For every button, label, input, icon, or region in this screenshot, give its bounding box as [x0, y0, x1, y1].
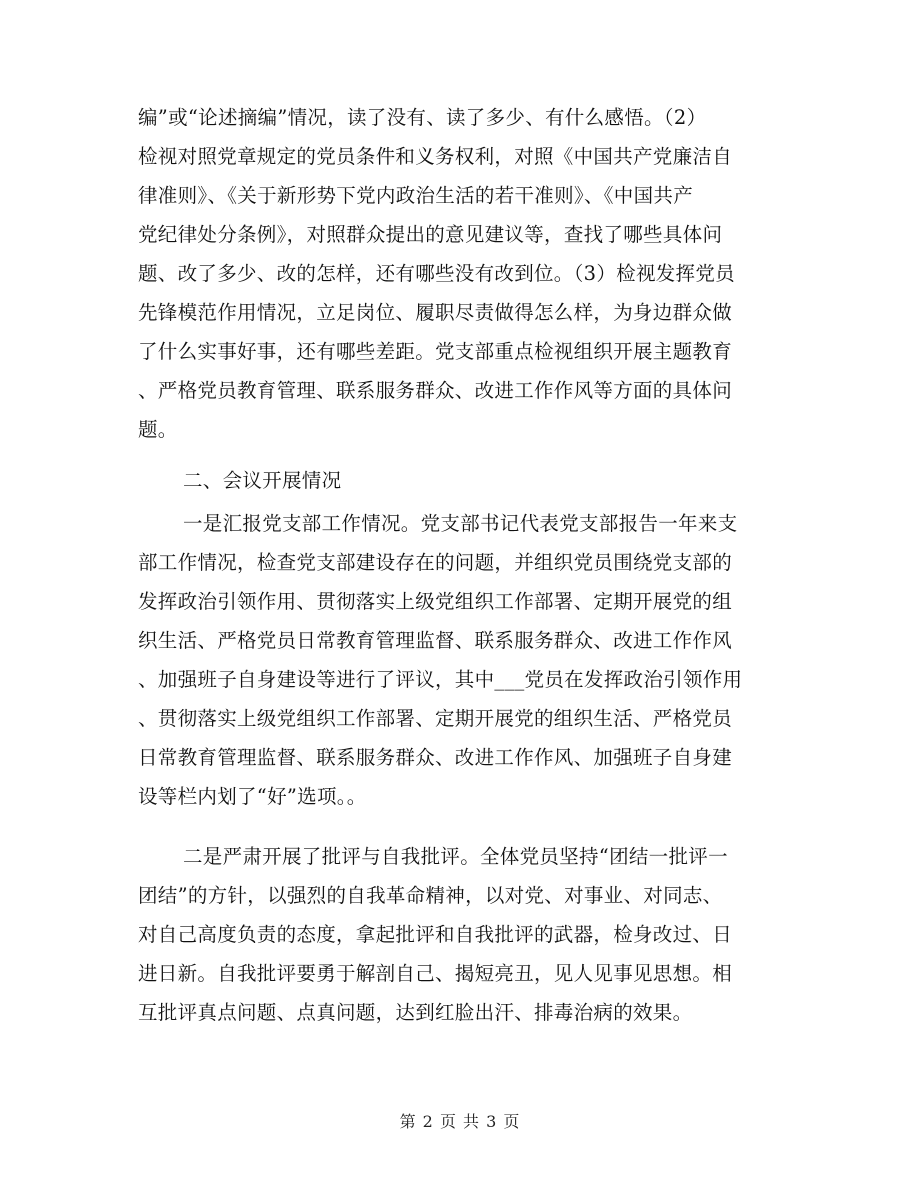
text-line: 互批评真点问题、点真问题，达到红脸出汗、排毒治病的效果。 — [138, 1001, 693, 1024]
text-line: 进日新。自我批评要勇于解剖自己、揭短亮丑，见人见事见思想。相 — [138, 962, 733, 985]
text-line: 了什么实事好事，还有哪些差距。党支部重点检视组织开展主题教育 — [138, 340, 733, 363]
text-line: 二是严肃开展了批评与自我批评。全体党员坚持“团结一批评一 — [183, 845, 728, 868]
section-heading: 二、会议开展情况 — [183, 469, 342, 492]
text-line: 检视对照党章规定的党员条件和义务权利，对照《中国共产党廉洁自 — [138, 145, 733, 168]
text-line: 、贯彻落实上级党组织工作部署、定期开展党的组织生活、严格党员 — [138, 707, 733, 730]
text-line: 先锋模范作用情况，立足岗位、履职尽责做得怎么样，为身边群众做 — [138, 301, 733, 324]
text-line: 对自己高度负责的态度，拿起批评和自我批评的武器，检身改过、日 — [138, 923, 733, 946]
text-line: 律准则》、《关于新形势下党内政治生活的若干准则》、《中国共产 — [138, 184, 694, 207]
text-line: 、加强班子自身建设等进行了评议，其中___党员在发挥政治引领作用 — [138, 668, 743, 691]
text-line: 设等栏内划了“好”选项。。 — [138, 785, 367, 808]
page-footer: 第 2 页 共 3 页 — [399, 1112, 521, 1131]
text-line: 发挥政治引领作用、贯彻落实上级党组织工作部署、定期开展党的组 — [138, 590, 733, 613]
text-line: 、严格党员教育管理、联系服务群众、改进工作作风等方面的具体问 — [138, 379, 733, 402]
text-line: 织生活、严格党员日常教育管理监督、联系服务群众、改进工作作风 — [138, 629, 733, 652]
text-line: 一是汇报党支部工作情况。党支部书记代表党支部报告一年来支 — [183, 512, 738, 535]
text-line: 部工作情况，检查党支部建设存在的问题，并组织党员围绕党支部的 — [138, 551, 733, 574]
text-line: 题、改了多少、改的怎样，还有哪些没有改到位。（3）检视发挥党员 — [138, 262, 735, 285]
text-line: 日常教育管理监督、联系服务群众、改进工作作风、加强班子自身建 — [138, 746, 733, 769]
text-line: 党纪律处分条例》，对照群众提出的意见建议等，查找了哪些具体问 — [138, 223, 723, 246]
text-line: 编”或“论述摘编”情况，读了没有、读了多少、有什么感悟。（2） — [138, 106, 707, 129]
text-line: 团结”的方针，以强烈的自我革命精神，以对党、对事业、对同志、 — [138, 884, 723, 907]
text-line: 题。 — [138, 418, 178, 441]
